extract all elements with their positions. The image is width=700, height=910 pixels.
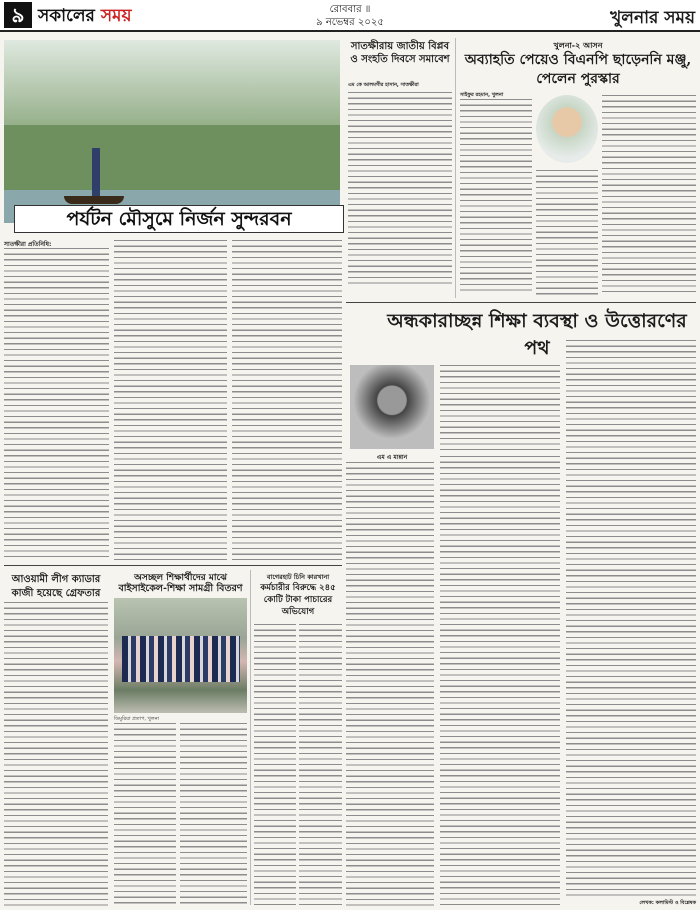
page-number: ৯: [4, 2, 32, 28]
khulna-headline: অব্যাহতি পেয়েও বিএনপি ছাড়েননি মঞ্জু, পেলেন পুরস্কার: [464, 52, 692, 87]
education-body-a: [346, 462, 434, 907]
tourism-byline: সাতক্ষীরা প্রতিনিধি:: [4, 241, 52, 248]
column-rule: [455, 38, 456, 298]
bicycle-headline: বাইসাইকেল-শিক্ষা সামগ্রী বিতরণ: [118, 583, 243, 594]
manju-portrait: [536, 95, 598, 163]
newspaper-logo: [38, 3, 132, 31]
bagerhat-body-1: [254, 624, 296, 907]
khulna-body-2: [536, 170, 598, 295]
satkhira-headline: সাতক্ষীরায় জাতীয় বিপ্লব ও সংহতি দিবসে সমাবেশ: [350, 41, 450, 65]
bicycle-photo: [114, 598, 247, 713]
education-body-c: [566, 340, 696, 900]
satkhira-body: [348, 92, 452, 287]
tourism-headline: পর্যটন মৌসুমে নির্জন সুন্দরবন: [66, 208, 292, 230]
section-rule: [346, 302, 696, 303]
khulna-body: [460, 99, 532, 295]
tourism-body: [4, 248, 109, 560]
tourism-body-2: [114, 240, 227, 560]
logo-text-a: সকালের: [38, 6, 101, 26]
education-headline: অন্ধকারাচ্ছন্ন শিক্ষা ব্যবস্থা ও উত্তোরণের পথ: [387, 310, 687, 359]
bagerhat-kicker: বাগেরহাট চিনি কারখানা: [266, 573, 330, 581]
khulna-kicker: খুলনা-২ আসন: [553, 41, 603, 50]
bicycle-caption: ডিমুরিয়া প্রতাপ, খুলনা: [114, 716, 160, 722]
bicycle-body-2: [180, 723, 247, 907]
bagerhat-headline: কর্মচারীর বিরুদ্ধে ২৪৫ কোটি টাকা পাচারের অভিযোগ: [260, 583, 336, 617]
awami-body: [4, 602, 108, 907]
khulna-byline: সাইফুর রহমান, খুলনা: [460, 92, 504, 98]
column-rule-2: [250, 570, 251, 905]
education-body-1: [440, 365, 560, 451]
awami-headline-b: কাজী হয়েছে গ্রেফতার: [11, 588, 101, 599]
lower-rule: [4, 565, 342, 566]
author-name: এম এ মান্নান: [376, 454, 408, 461]
satkhira-byline: এম কে আলমগীর হাসান, সাতক্ষীরা: [348, 82, 419, 88]
tourism-body-3: [232, 240, 342, 560]
education-footer: লেখক: কলামিস্ট ও বিশ্লেষক: [639, 900, 696, 906]
section-title: খুলনার সময়: [610, 8, 695, 28]
issue-date: ৯ নভেম্বর ২০২৫: [316, 17, 384, 28]
bagerhat-body-2: [299, 624, 342, 907]
bicycle-body-1: [114, 723, 176, 907]
awami-headline-a: আওয়ামী লীগ ক্যাডার: [11, 574, 101, 585]
education-body-b: [440, 456, 560, 907]
bicycle-kicker: অসচ্ছল শিক্ষার্থীদের মাঝে: [134, 573, 227, 583]
sundarbans-photo: [4, 40, 340, 223]
logo-text-b: সময়: [100, 6, 132, 26]
khulna-body-3: [602, 95, 696, 295]
tourism-headline-box: [14, 205, 344, 233]
author-photo: [350, 365, 434, 449]
issue-day: রোববার ॥: [329, 4, 371, 15]
